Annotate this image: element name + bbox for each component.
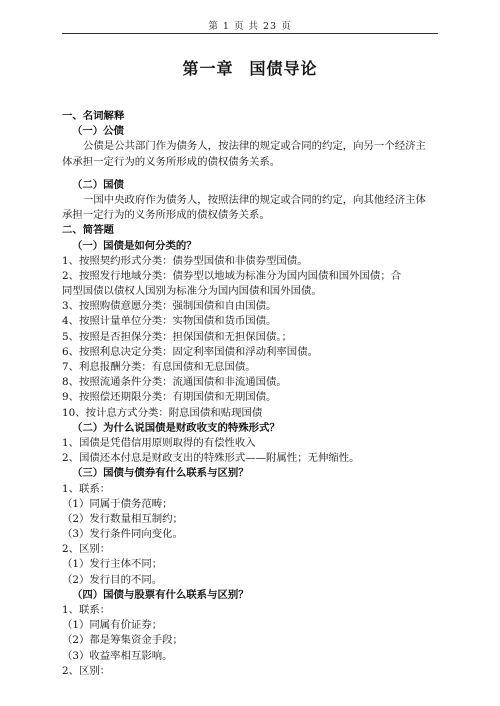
list-item: （3）发行条件同向变化。 [62,528,183,541]
list-item: 1、按照契约形式分类：债券型国债和非债券型国债。 [62,254,308,267]
subsection-heading: （三）国债与债券有什么联系与区别？ [72,467,249,480]
list-item: （1）同属有价证券； [62,619,163,632]
list-item: 2、区别： [62,543,111,556]
list-item: 5、按照是否担保分类：担保国债和无担保国债。； [62,330,293,343]
list-item: （1）同属于债务范畴； [62,497,173,510]
document-body [62,109,438,679]
list-item: 7、利息报酬分类：有息国债和无息国债。 [62,361,256,373]
list-item: （1）发行主体不同； [62,558,163,571]
page-header: 第 1 页 共 23 页 [208,21,292,32]
list-item: 2、国债还本付息是财政支出的特殊形式——附属性；无伸缩性。 [62,452,360,465]
section-heading-terms: 一、名词解释 [62,110,125,122]
subsection-heading: （二）为什么说国债是财政收支的特殊形式？ [72,421,280,434]
subsection-heading: （一）公债 [72,125,124,138]
paragraph-line: 体承担一定行为的义务所形成的债权债务关系。 [62,155,281,168]
list-item: 6、按照利息决定分类：固定利率国债和浮动利率国债。 [62,345,318,358]
list-item: 10、按计息方式分类：附息国债和贴现国债 [62,406,263,419]
chapter-title [0,56,500,79]
list-item: 同型国债以债权人国别为标准分为国内国债和国外国债。 [62,285,322,298]
paragraph-line: 一国中央政府作为债务人，按照法律的规定或合同的约定，向其他经济主体 [83,193,426,206]
list-item: 9、按照偿还期限分类：有期国债和无期国债。 [62,391,277,404]
chapter-name: 国债导论 [249,59,318,78]
list-item: 3、按照购债意愿分类：强制国债和自由国债。 [62,300,277,313]
list-item: 1、联系： [62,482,111,495]
section-heading-questions: 二、简答题 [62,224,114,237]
paragraph-line: 公债是公共部门作为债务人，按法律的规定或合同的约定，向另一个经济主 [83,140,426,153]
list-item: 1、国债是凭借信用原则取得的有偿性收入 [62,436,256,449]
subsection-heading: （四）国债与股票有什么联系与区别？ [72,588,249,601]
list-item: 2、区别： [62,664,111,677]
list-item: （2）都是筹集资金手段； [62,634,183,647]
list-item: （3）收益率相互影响。 [62,649,173,662]
list-item: 1、联系： [62,604,111,616]
list-item: 8、按照流通条件分类：流通国债和非流通国债。 [62,376,287,389]
subsection-heading: （二）国债 [72,178,124,191]
list-item: （2）发行目的不同。 [62,573,163,586]
subsection-heading: （一）国债是如何分类的？ [72,239,197,252]
list-item: （2）发行数量相互制约； [62,512,183,525]
list-item: 2、按照发行地域分类：债券型以地域为标准分为国内国债和国外国债；合 [62,269,402,282]
chapter-number: 第一章 [182,59,234,78]
header-divider [62,33,438,34]
list-item: 4、按照计量单位分类：实物国债和货币国债。 [62,315,277,328]
paragraph-line: 承担一定行为的义务所形成的债权债务关系。 [62,209,270,222]
